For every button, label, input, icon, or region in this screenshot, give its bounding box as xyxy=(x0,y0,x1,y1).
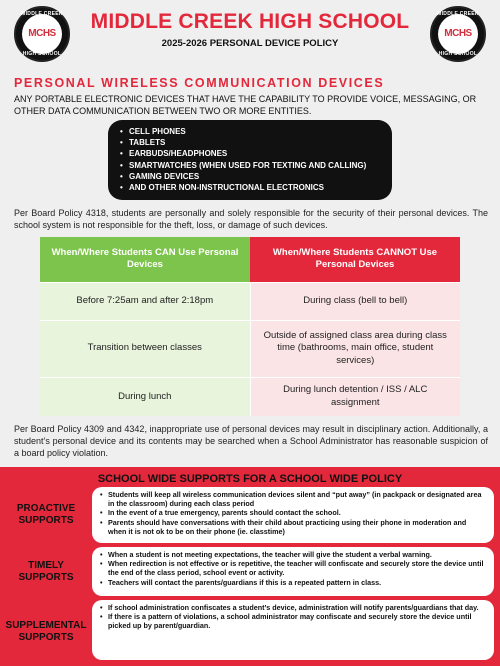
logo-ring-top-text: MIDDLE CREEK xyxy=(437,11,479,17)
list-item: • If school administration confiscates a student’s device, administration will notify parents/guardians that day. xyxy=(100,603,486,612)
device-list-item: • SMARTWATCHES (WHEN USED FOR TEXTING AND CALLING) xyxy=(120,160,380,171)
cannot-use-cell: During class (bell to bell) xyxy=(250,282,460,320)
logo-ring-bottom-text: HIGH SCHOOL xyxy=(22,51,62,57)
supports-heading: SCHOOL WIDE SUPPORTS FOR A SCHOOL WIDE POLICY xyxy=(97,473,403,485)
timely-supports-label: TIMELY SUPPORTS xyxy=(18,560,74,583)
table-header-row xyxy=(40,237,460,282)
cannot-use-cell: Outside of assigned class area during class time (bathrooms, main office, student services) xyxy=(250,320,460,377)
device-list-item: • TABLETS xyxy=(120,137,380,148)
device-list-item: • EARBUDS/HEADPHONES xyxy=(120,148,380,159)
supplemental-supports-label: SUPPLEMENTAL SUPPORTS xyxy=(5,620,87,643)
proactive-supports-box xyxy=(92,487,494,543)
logo-ring-bottom-text: HIGH SCHOOL xyxy=(438,51,478,57)
cannot-use-cell: During lunch detention / ISS / ALC assignment xyxy=(250,377,460,416)
device-list-item: • CELL PHONES xyxy=(120,126,380,137)
list-item: • When redirection is not effective or is repetitive, the teacher will confiscate and securely store the device until the end of the class period, school event or activity. xyxy=(100,559,486,577)
device-list-item: • GAMING DEVICES xyxy=(120,171,380,182)
can-use-cell: Before 7:25am and after 2:18pm xyxy=(40,282,250,320)
device-use-table xyxy=(40,237,460,416)
can-use-cell: Transition between classes xyxy=(40,320,250,377)
discipline-note: Per Board Policy 4309 and 4342, inappropriate use of personal devices may result in disciplinary action. Additionally, a student’s personal device and its contents may be searched when a School Administrator has reasonable suspicion of a board policy violation. xyxy=(14,424,488,458)
list-item: • Teachers will contact the parents/guardians if this is a repeated pattern in class. xyxy=(100,578,486,587)
supplemental-supports-box xyxy=(92,600,494,660)
logo-ring-top-text: MIDDLE CREEK xyxy=(21,11,63,17)
can-use-cell: During lunch xyxy=(40,377,250,416)
device-list-item: • AND OTHER NON-INSTRUCTIONAL ELECTRONICS xyxy=(120,182,380,193)
proactive-supports-list xyxy=(100,490,486,536)
school-name: MIDDLE CREEK HIGH SCHOOL xyxy=(90,10,410,33)
device-definition: ANY PORTABLE ELECTRONIC DEVICES THAT HAVE THE CAPABILITY TO PROVIDE VOICE, MESSAGING, OR OTHER DATA COMMUNICATION BETWEEN TWO OR MORE ENTITIES. xyxy=(14,94,477,116)
table-row xyxy=(40,377,460,416)
logo-mark: MCHS xyxy=(28,28,56,39)
table-row xyxy=(40,282,460,320)
list-item: • If there is a pattern of violations, a school administrator may confiscate and securely store the device until picked up by parent/guardian. xyxy=(100,612,486,630)
policy-title: 2025-2026 PERSONAL DEVICE POLICY xyxy=(161,38,339,49)
list-item: • Parents should have conversations with their child about practicing using their phone in moderation and when it is not ok to be on their phone (ie. classtime) xyxy=(100,518,486,536)
timely-supports-list xyxy=(100,550,486,587)
responsibility-note: Per Board Policy 4318, students are personally and solely responsible for the security of their personal devices. The school system is not responsible for the theft, loss, or damage of such devices. xyxy=(14,208,488,230)
table-row xyxy=(40,320,460,377)
device-list-box xyxy=(108,120,392,200)
proactive-supports-label: PROACTIVE SUPPORTS xyxy=(16,503,76,526)
logo-mark: MCHS xyxy=(444,28,472,39)
header-can-use: When/Where Students CAN Use Personal Devices xyxy=(40,237,250,282)
list-item: • When a student is not meeting expectations, the teacher will give the student a verbal warning. xyxy=(100,550,486,559)
list-item: • Students will keep all wireless communication devices silent and “put away” (in packpack or designated area in the classroom) during each class period xyxy=(100,490,486,508)
section-heading-devices: PERSONAL WIRELESS COMMUNICATION DEVICES xyxy=(14,76,385,90)
supplemental-supports-list xyxy=(100,603,486,631)
device-list xyxy=(120,126,380,193)
list-item: • In the event of a true emergency, parents should contact the school. xyxy=(100,508,486,517)
timely-supports-box xyxy=(92,547,494,596)
header-cannot-use: When/Where Students CANNOT Use Personal Devices xyxy=(250,237,460,282)
